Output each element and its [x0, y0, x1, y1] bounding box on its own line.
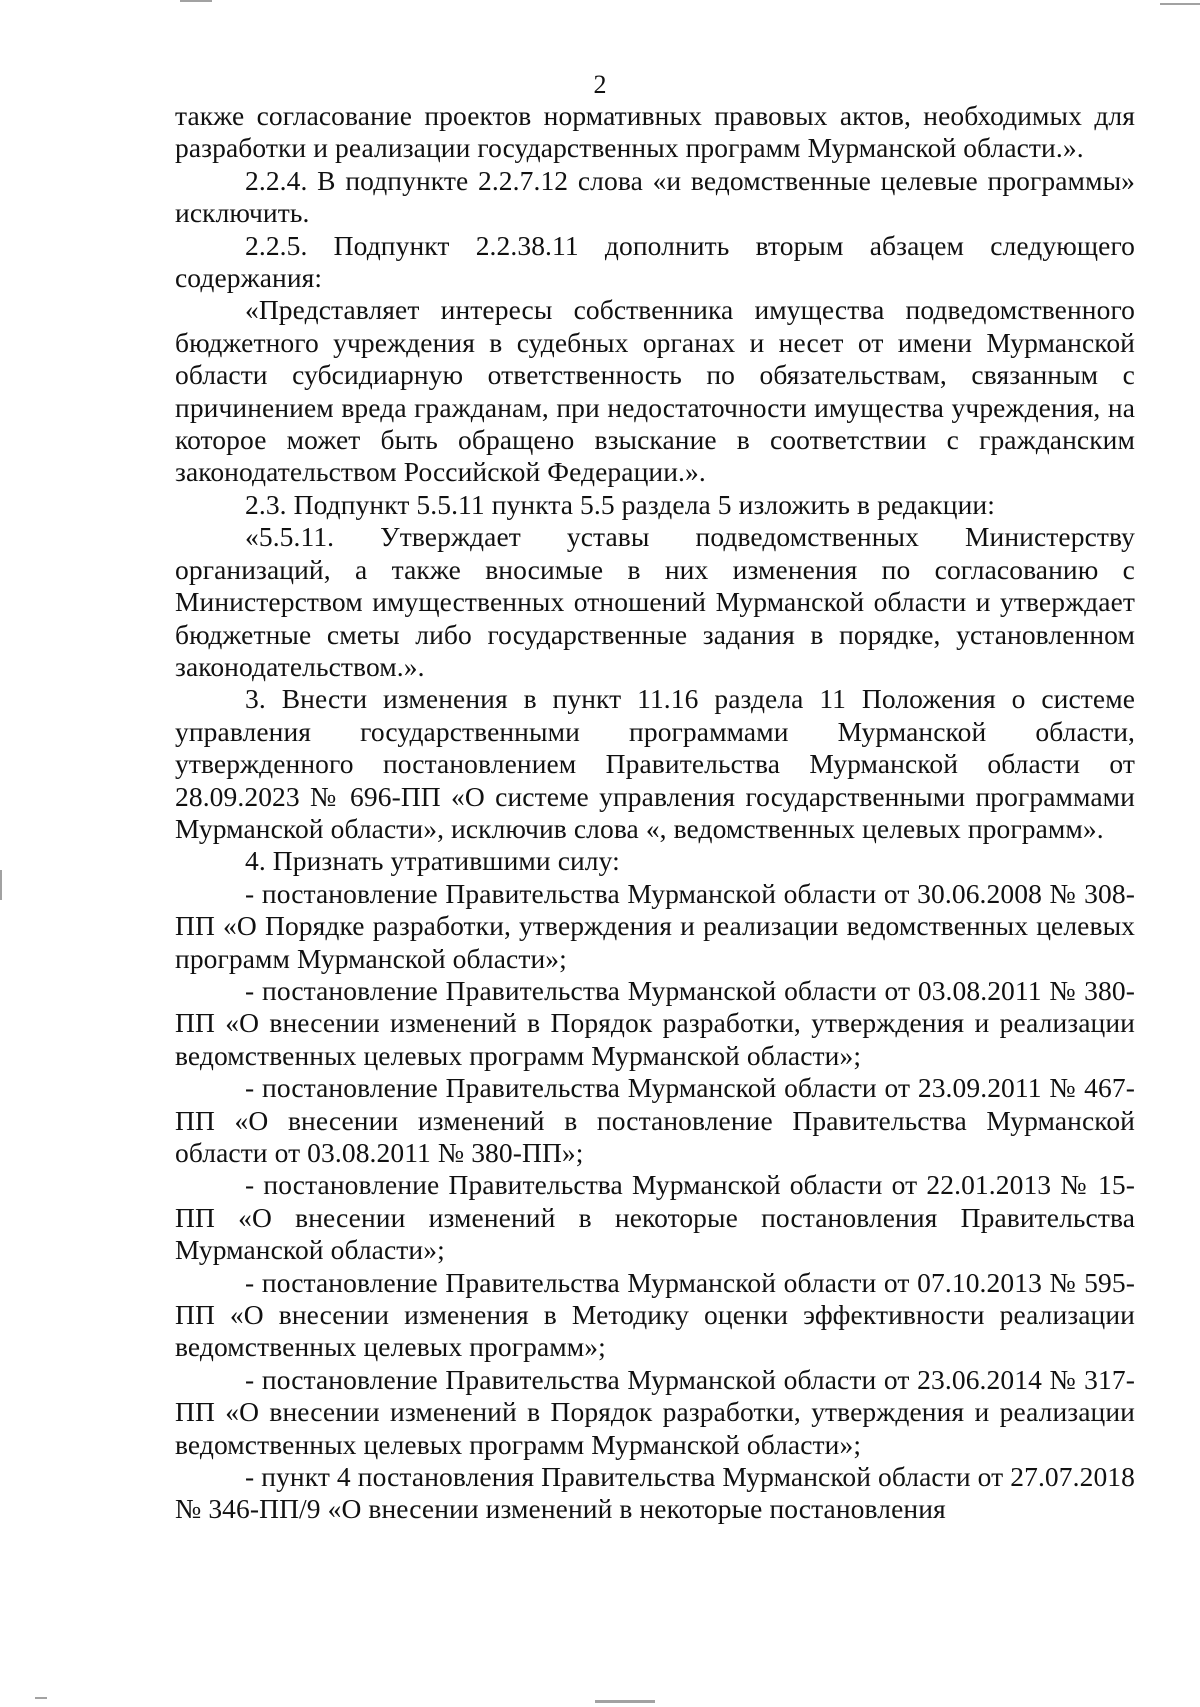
paragraph: - постановление Правительства Мурманской области от 23.06.2014 № 317-ПП «О внесении изменений в Порядок разработки, утверждения и реализации ведомственных целевых программ Мурманской области»;: [175, 1363, 1135, 1460]
paragraph: - постановление Правительства Мурманской области от 03.08.2011 № 380-ПП «О внесении изменений в Порядок разработки, утверждения и реализации ведомственных целевых программ Мурманской области»;: [175, 974, 1135, 1071]
paragraph: также согласование проектов нормативных правовых актов, необходимых для разработки и реализации государственных программ Мурманской области.».: [175, 100, 1135, 164]
scan-artifact: [180, 0, 212, 2]
paragraph: 2.3. Подпункт 5.5.11 пункта 5.5 раздела 5 изложить в редакции:: [245, 488, 995, 520]
paragraph: - постановление Правительства Мурманской области от 23.09.2011 № 467-ПП «О внесении изменений в постановление Правительства Мурманской области от 03.08.2011 № 380-ПП»;: [175, 1072, 1135, 1168]
paragraph: 4. Признать утратившими силу:: [245, 845, 620, 877]
scan-artifact: [35, 1697, 47, 1699]
paragraph: - пункт 4 постановления Правительства Мурманской области от 27.07.2018 № 346-ПП/9 «О внесении изменений в некоторые постановления: [175, 1461, 1135, 1525]
paragraph: 2.2.4. В подпункте 2.2.7.12 слова «и ведомственные целевые программы» исключить.: [175, 164, 1135, 229]
paragraph: - постановление Правительства Мурманской области от 22.01.2013 № 15-ПП «О внесении изменений в некоторые постановления Правительства Мурманской области»;: [175, 1169, 1135, 1266]
paragraph: - постановление Правительства Мурманской области от 30.06.2008 № 308-ПП «О Порядке разработки, утверждения и реализации ведомственных целевых программ Мурманской области»;: [175, 877, 1135, 974]
paragraph: «Представляет интересы собственника имущества подведомственного бюджетного учреждения в судебных органах и несет от имени Мурманской области субсидиарную ответственность по обязательствам, связанным с причинением вреда гражданам, при недостаточности имущества учреждения, на которое может быть обращено взыскание в соответствии с гражданским законодательством Российской Федерации.».: [175, 294, 1135, 488]
scan-artifact: [1160, 3, 1200, 5]
page-number: 2: [593, 70, 607, 99]
document-body: [175, 100, 1135, 1526]
paragraph: 2.2.5. Подпункт 2.2.38.11 дополнить вторым абзацем следующего содержания:: [175, 229, 1135, 294]
scan-artifact: [0, 870, 2, 900]
paragraph: - постановление Правительства Мурманской области от 07.10.2013 № 595-ПП «О внесении изменения в Методику оценки эффективности реализации ведомственных целевых программ»;: [175, 1266, 1135, 1363]
paragraph: 3. Внести изменения в пункт 11.16 раздела 11 Положения о системе управления государственными программами Мурманской области, утвержденного постановлением Правительства Мурманской области от 28.09.2023 № 696-ПП «О системе управления государственными программами Мурманской области», исключив слова «, ведомственных целевых программ».: [175, 683, 1135, 844]
paragraph: «5.5.11. Утверждает уставы подведомственных Министерству организаций, а также вносимые в них изменения по согласованию с Министерством имущественных отношений Мурманской области и утверждает бюджетные сметы либо государственные задания в порядке, установленном законодательством.».: [175, 521, 1135, 682]
scan-artifact: [595, 1700, 655, 1703]
